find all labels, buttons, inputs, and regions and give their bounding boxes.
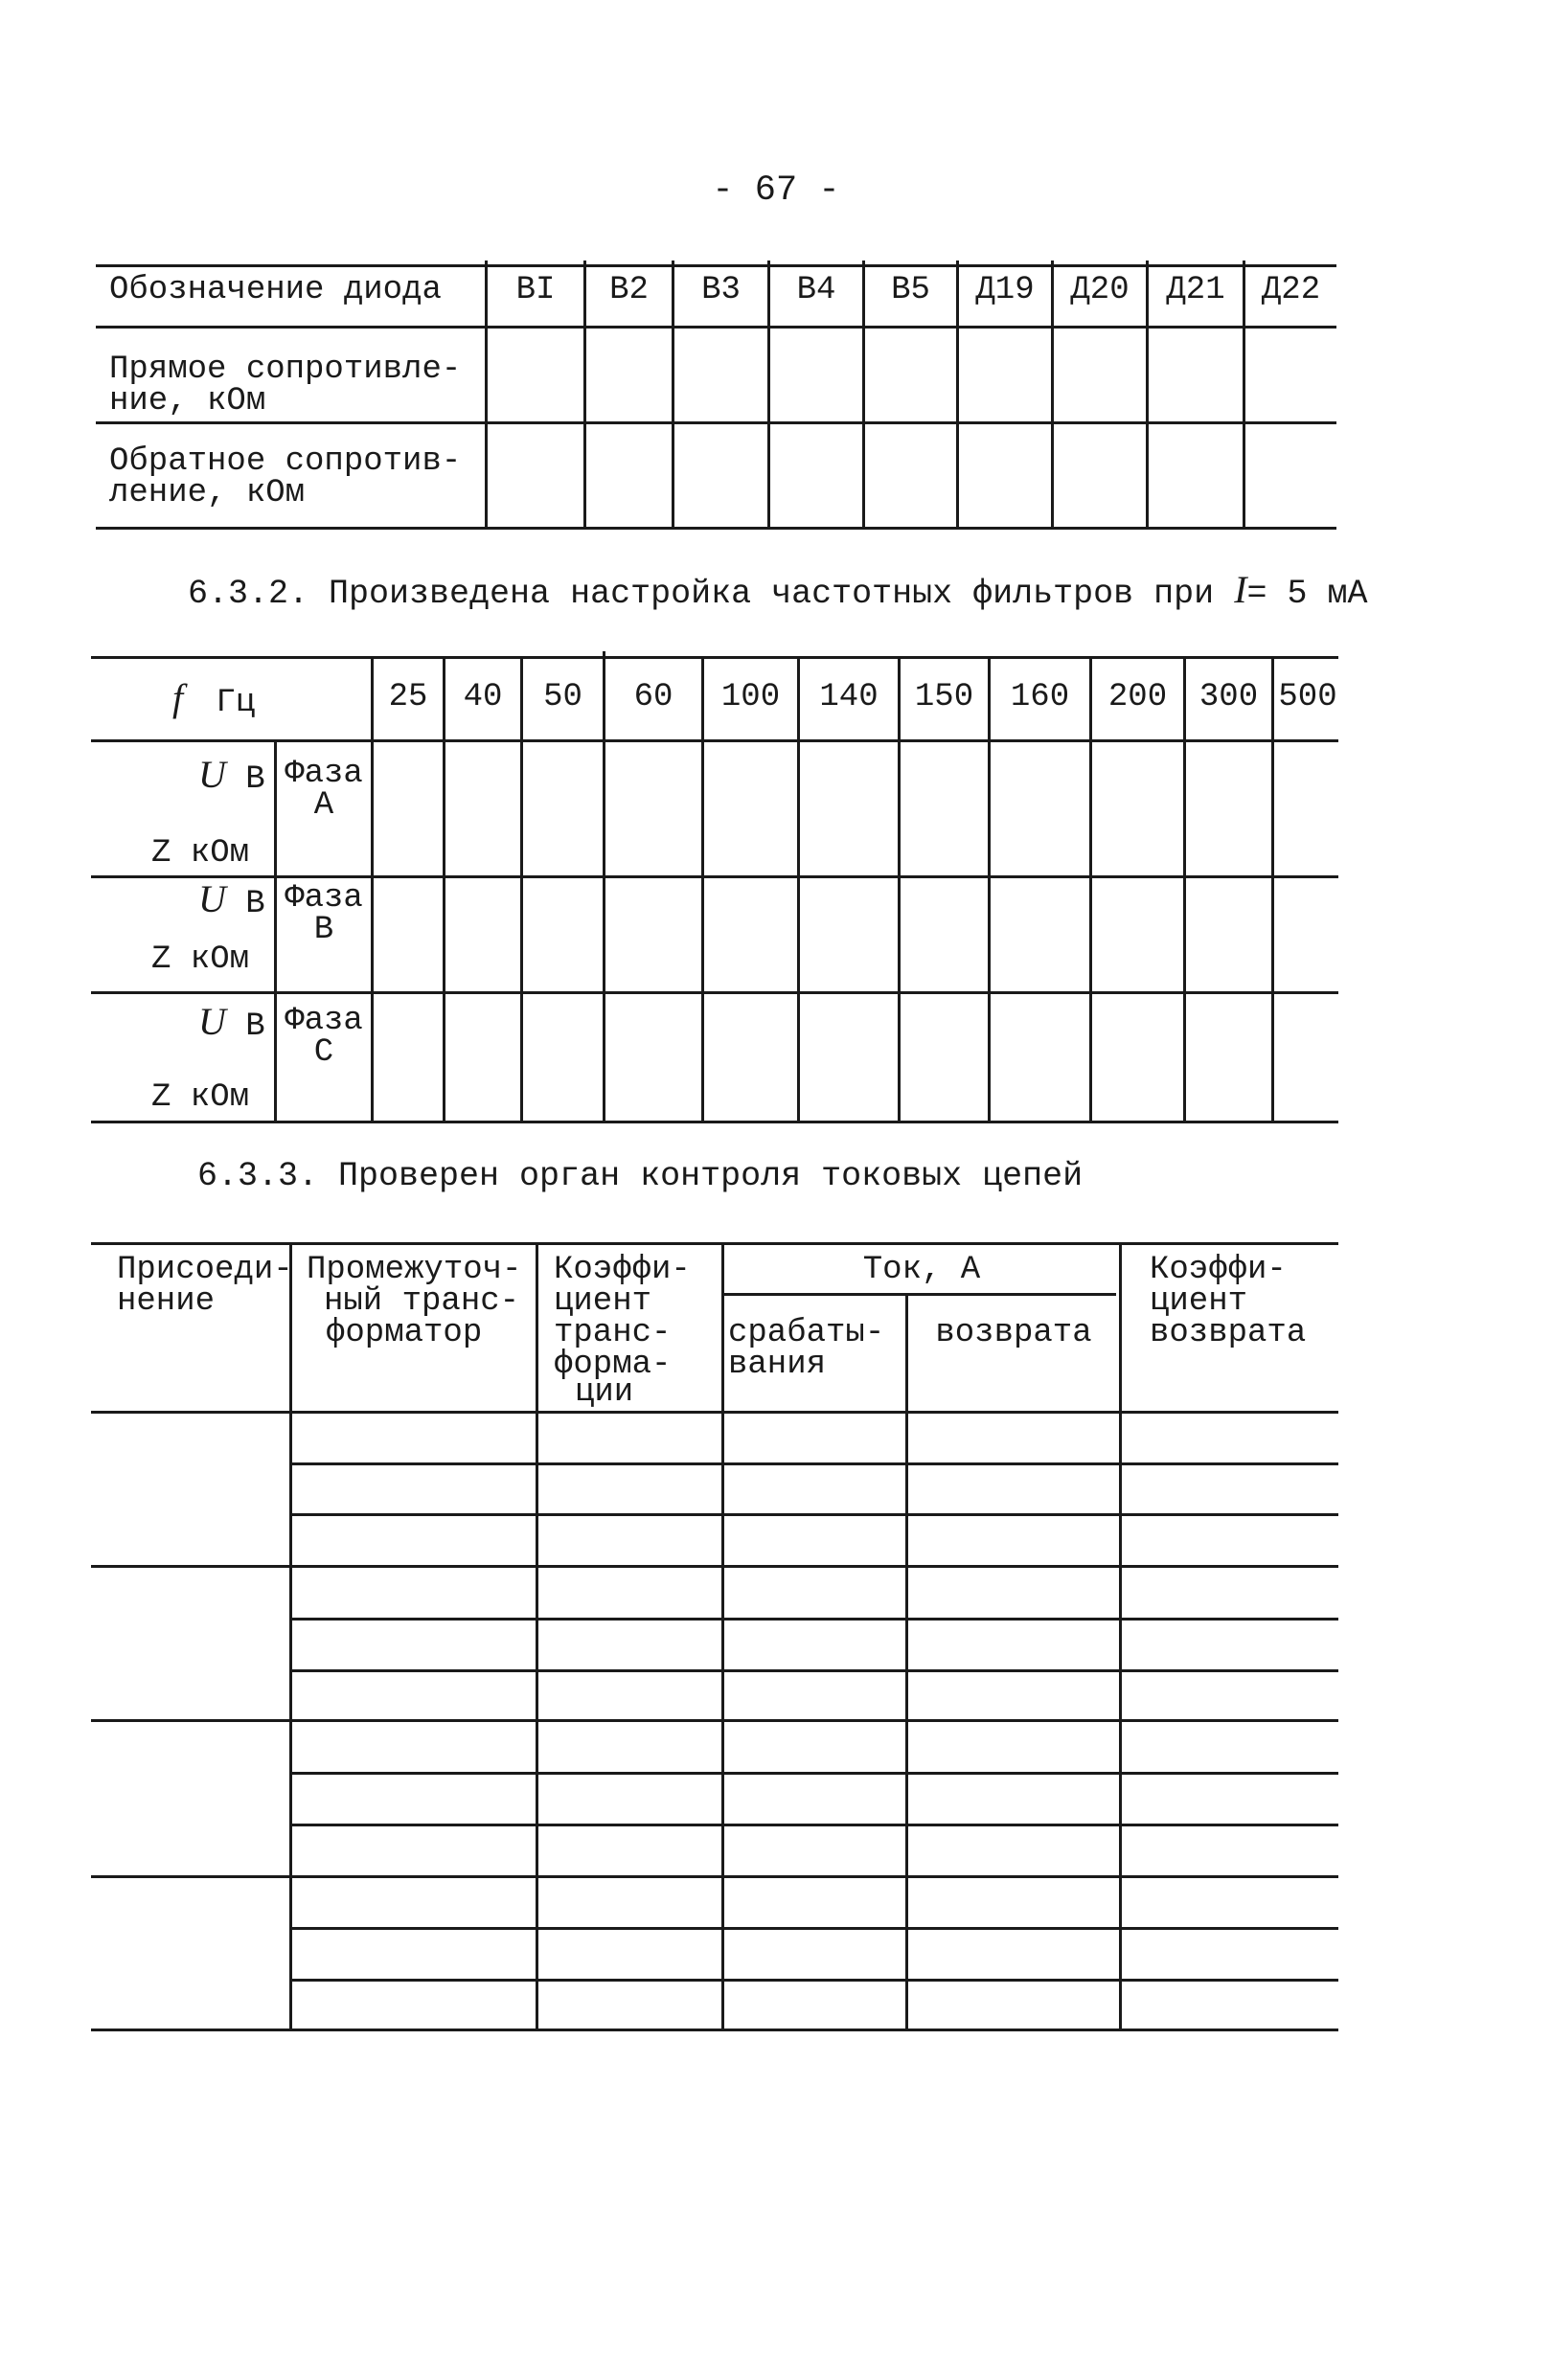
diode-col-label: B2 (609, 272, 649, 308)
frequency-label: 25 (388, 679, 428, 715)
diode-header-label: Обозначение диода (109, 272, 442, 308)
diode-col-label: BI (515, 272, 556, 308)
reverse-resistance-label: Обратное сопротив- (109, 443, 462, 480)
forward-resistance-label: Прямое сопротивле- (109, 351, 462, 388)
frequency-label: 150 (914, 679, 974, 715)
phase-word: Фаза (285, 1003, 363, 1039)
phase-word: Фаза (285, 880, 363, 917)
frequency-label: 200 (1107, 679, 1168, 715)
frequency-label: 300 (1198, 679, 1259, 715)
current-value: = 5 мА (1246, 575, 1368, 613)
col-ratio: транс- (554, 1315, 672, 1351)
frequency-label: 140 (819, 679, 879, 715)
diode-col-label: Д19 (975, 272, 1035, 308)
u-symbol: U (198, 753, 226, 796)
phase-letter: B (313, 912, 334, 948)
col-connection: нение (117, 1283, 216, 1320)
z-label: Z кОм (151, 835, 250, 872)
frequency-label: 500 (1278, 679, 1337, 715)
col-return-coef: Коэффи- (1150, 1252, 1287, 1288)
col-connection: Присоеди- (117, 1252, 293, 1288)
col-transformer: Промежуточ- (307, 1252, 522, 1288)
frequency-label: 60 (633, 679, 673, 715)
current-symbol: I (1234, 568, 1247, 611)
phase-letter: A (313, 787, 334, 824)
diode-col-label: Д22 (1261, 272, 1321, 308)
forward-resistance-label: ние, кОм (109, 383, 266, 419)
phase-word: Фаза (285, 756, 363, 792)
page-number: - 67 - (712, 170, 840, 211)
col-transformer: форматор (326, 1315, 483, 1351)
col-ratio: Коэффи- (554, 1252, 691, 1288)
col-return-coef: циент (1150, 1283, 1248, 1320)
u-symbol: U (198, 877, 226, 920)
diode-col-label: Д21 (1166, 272, 1225, 308)
diode-col-label: Д20 (1070, 272, 1130, 308)
f-unit: Гц (216, 685, 256, 721)
current-group-header: Ток, А (862, 1252, 981, 1288)
col-ratio: циент (554, 1283, 652, 1320)
diode-col-label: B5 (891, 272, 930, 308)
frequency-label: 160 (1010, 679, 1070, 715)
phase-letter: C (313, 1034, 334, 1071)
frequency-label: 40 (463, 679, 503, 715)
filters-heading-text: 6.3.2. Произведена настройка частотных фильтров при (188, 575, 1215, 613)
diode-col-label: B3 (701, 272, 741, 308)
col-pickup: вания (728, 1347, 827, 1383)
col-ratio: ции (575, 1374, 634, 1411)
col-transformer: ный транс- (324, 1283, 520, 1320)
col-release: возврата (935, 1315, 1092, 1351)
col-return-coef: возврата (1150, 1315, 1307, 1351)
diode-col-label: B4 (796, 272, 836, 308)
u-symbol: U (198, 1000, 226, 1043)
control-heading: 6.3.3. Проверен орган контроля токовых цепей (197, 1157, 1084, 1195)
frequency-label: 50 (543, 679, 582, 715)
u-unit: B (245, 761, 265, 798)
reverse-resistance-label: ление, кОм (109, 475, 306, 511)
z-label: Z кОм (151, 941, 250, 978)
z-label: Z кОм (151, 1079, 250, 1116)
col-ratio: форма- (554, 1347, 672, 1383)
col-pickup: срабаты- (728, 1315, 885, 1351)
u-unit: B (245, 886, 265, 922)
frequency-label: 100 (720, 679, 781, 715)
f-symbol: f (172, 676, 184, 719)
u-unit: B (245, 1009, 265, 1045)
